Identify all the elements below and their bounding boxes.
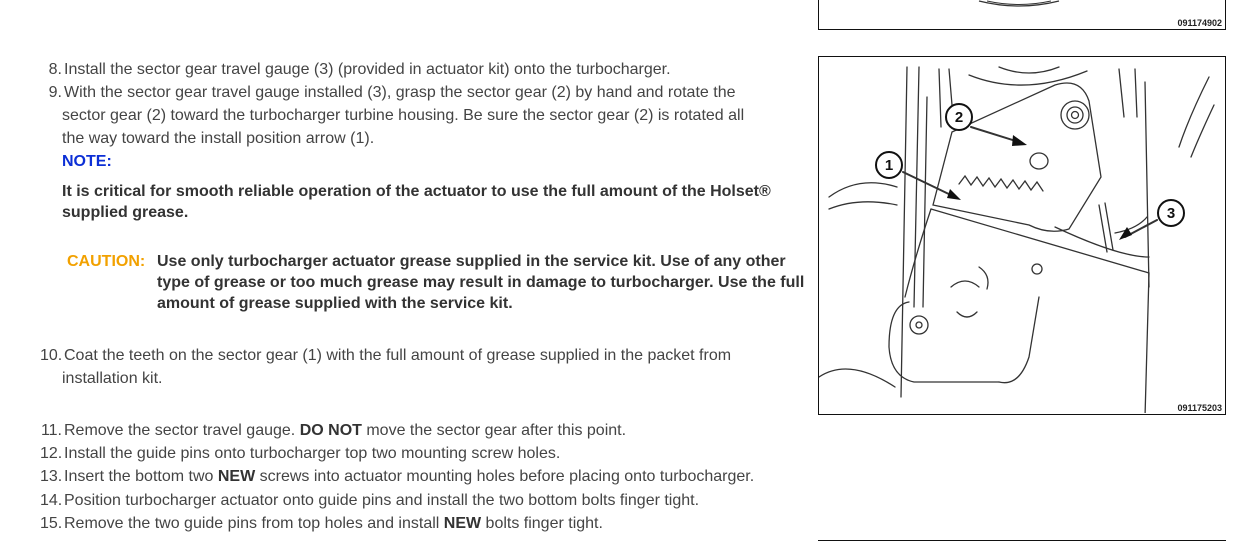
callout-3-label: 3 — [1166, 205, 1176, 222]
step-12: 12. Install the guide pins onto turbocharger top two mounting screw holes. — [40, 445, 561, 462]
figure-sector-gear — [818, 56, 1226, 415]
step-14: 14. Position turbocharger actuator onto guide pins and install the two bottom bolts finger tight. — [40, 492, 700, 509]
figure-main-id: 091175203 — [1177, 403, 1222, 413]
note-text: It is critical for smooth reliable operation of the actuator to use the full amount of the Holset® supplied grease. — [62, 183, 771, 221]
figure-sector-gear-art — [819, 57, 1224, 413]
figure-top-id: 091174902 — [1177, 18, 1222, 28]
step-11: 11. Remove the sector travel gauge. DO NOT move the sector gear after this point. — [40, 422, 627, 439]
step-9-line-2: sector gear (2) toward the turbocharger turbine housing. Be sure the sector gear (2) is rotated all — [62, 107, 745, 124]
step-9: 9. With the sector gear travel gauge installed (3), grasp the sector gear (2) by hand and rotate the — [48, 84, 736, 101]
caution-label: CAUTION: — [67, 253, 146, 270]
caution-text: Use only turbocharger actuator grease supplied in the service kit. Use of any other type of grease or too much grease may result in damage to turbocharger. Use the full amount of grease supplied with the service kit. — [157, 253, 805, 312]
step-15: 15. Remove the two guide pins from top holes and install NEW bolts finger tight. — [40, 515, 603, 532]
step-10-line-2: installation kit. — [62, 370, 163, 387]
figure-top-art — [819, 0, 1224, 28]
callout-2-label: 2 — [954, 109, 964, 126]
note-label: NOTE: — [62, 153, 112, 170]
step-9-line-3: the way toward the install position arrow (1). — [62, 130, 375, 147]
step-13: 13. Insert the bottom two NEW screws into actuator mounting holes before placing onto turbocharger. — [40, 468, 755, 485]
step-10: 10. Coat the teeth on the sector gear (1) with the full amount of grease supplied in the packet from — [40, 347, 732, 364]
callout-1-label: 1 — [884, 157, 894, 174]
figure-top-cropped — [818, 0, 1226, 30]
step-8: 8. Install the sector gear travel gauge (3) (provided in actuator kit) onto the turbocharger. — [48, 61, 671, 78]
